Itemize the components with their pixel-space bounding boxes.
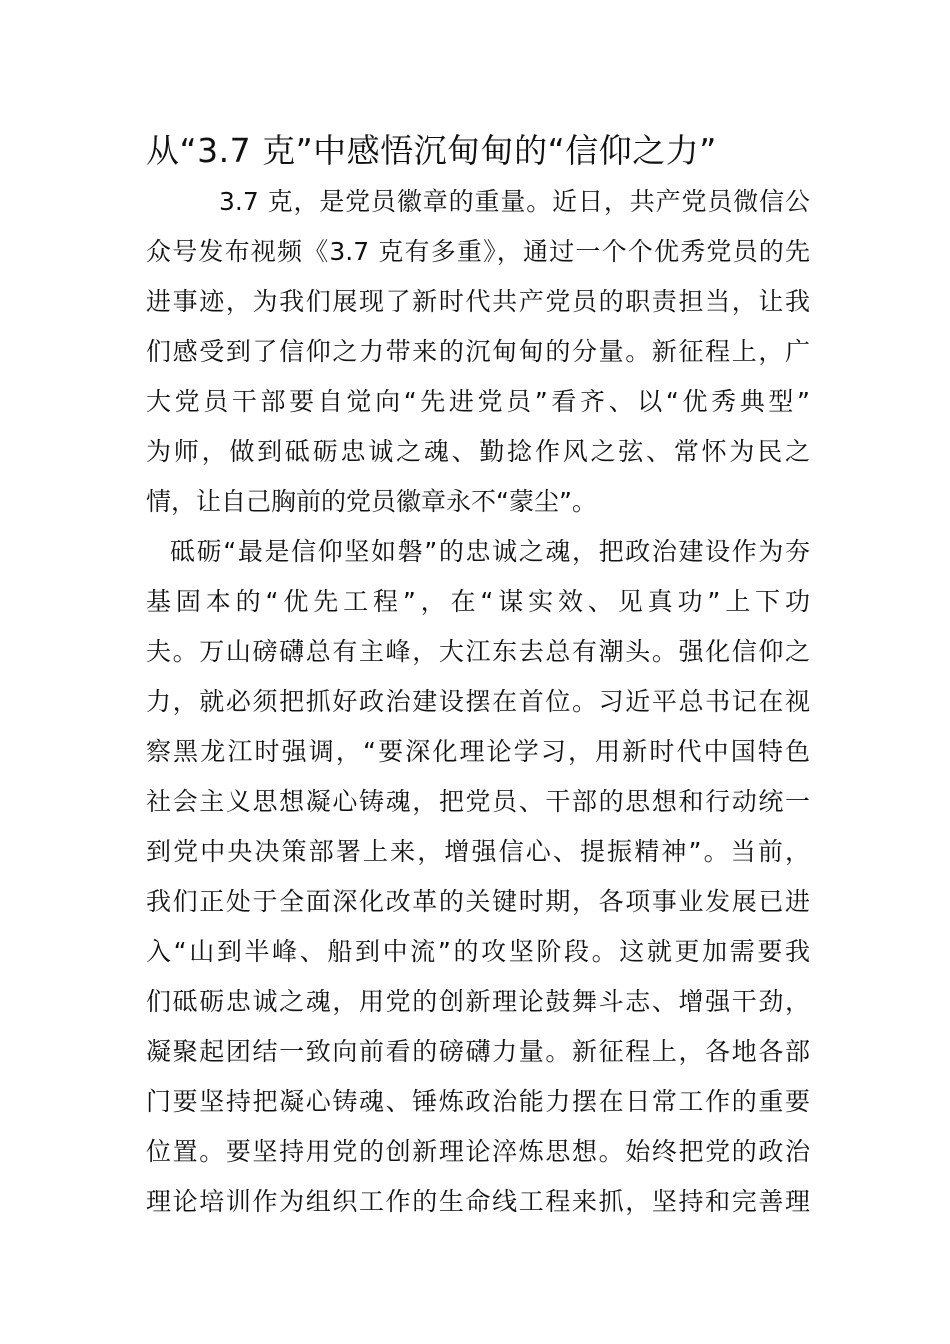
paragraph-2-line-13: 位置。要坚持用党的创新理论淬炼思想。始终把党的政治 bbox=[146, 1137, 810, 1166]
paragraph-1-line-6: 为师，做到砥砺忠诚之魂、勤捻作风之弦、常怀为民之 bbox=[146, 437, 810, 466]
paragraph-2-line-4: 力，就必须把抓好政治建设摆在首位。习近平总书记在视 bbox=[146, 687, 810, 716]
paragraph-1-line-7: 情，让自己胸前的党员徽章永不“蒙尘”。 bbox=[146, 487, 597, 516]
paragraph-1-line-1: 3.7 克，是党员徽章的重量。近日，共产党员微信公 bbox=[219, 187, 810, 216]
document-body bbox=[146, 177, 810, 1227]
paragraph-1-line-2: 众号发布视频《3.7 克有多重》，通过一个个优秀党员的先 bbox=[146, 237, 810, 266]
paragraph-2-line-5: 察黑龙江时强调，“要深化理论学习，用新时代中国特色 bbox=[146, 737, 810, 766]
paragraph-1-line-5: 大党员干部要自觉向“先进党员”看齐、以“优秀典型” bbox=[146, 387, 810, 416]
paragraph-2-line-3: 夫。万山磅礴总有主峰，大江东去总有潮头。强化信仰之 bbox=[146, 637, 810, 666]
paragraph-2-line-1: 砥砺“最是信仰坚如磐”的忠诚之魂，把政治建设作为夯 bbox=[170, 537, 810, 566]
paragraph-2-line-2: 基固本的“优先工程”，在“谋实效、见真功”上下功 bbox=[146, 587, 810, 616]
paragraph-1-line-3: 进事迹，为我们展现了新时代共产党员的职责担当，让我 bbox=[146, 287, 810, 316]
paragraph-2-line-10: 们砥砺忠诚之魂，用党的创新理论鼓舞斗志、增强干劲， bbox=[146, 987, 810, 1016]
paragraph-2-line-9: 入“山到半峰、船到中流”的攻坚阶段。这就更加需要我 bbox=[146, 937, 810, 966]
paragraph-2-line-7: 到党中央决策部署上来，增强信心、提振精神”。当前， bbox=[146, 837, 810, 866]
document-title: 从“3.7 克”中感悟沉甸甸的“信仰之力” bbox=[146, 131, 717, 170]
paragraph-1-line-4: 们感受到了信仰之力带来的沉甸甸的分量。新征程上，广 bbox=[146, 337, 810, 366]
paragraph-2-line-6: 社会主义思想凝心铸魂，把党员、干部的思想和行动统一 bbox=[146, 787, 810, 816]
paragraph-2-line-11: 凝聚起团结一致向前看的磅礴力量。新征程上，各地各部 bbox=[146, 1037, 810, 1066]
paragraph-2-line-8: 我们正处于全面深化改革的关键时期，各项事业发展已进 bbox=[146, 887, 810, 916]
paragraph-2-line-14: 理论培训作为组织工作的生命线工程来抓，坚持和完善理 bbox=[146, 1187, 810, 1216]
paragraph-2-line-12: 门要坚持把凝心铸魂、锤炼政治能力摆在日常工作的重要 bbox=[146, 1087, 810, 1116]
